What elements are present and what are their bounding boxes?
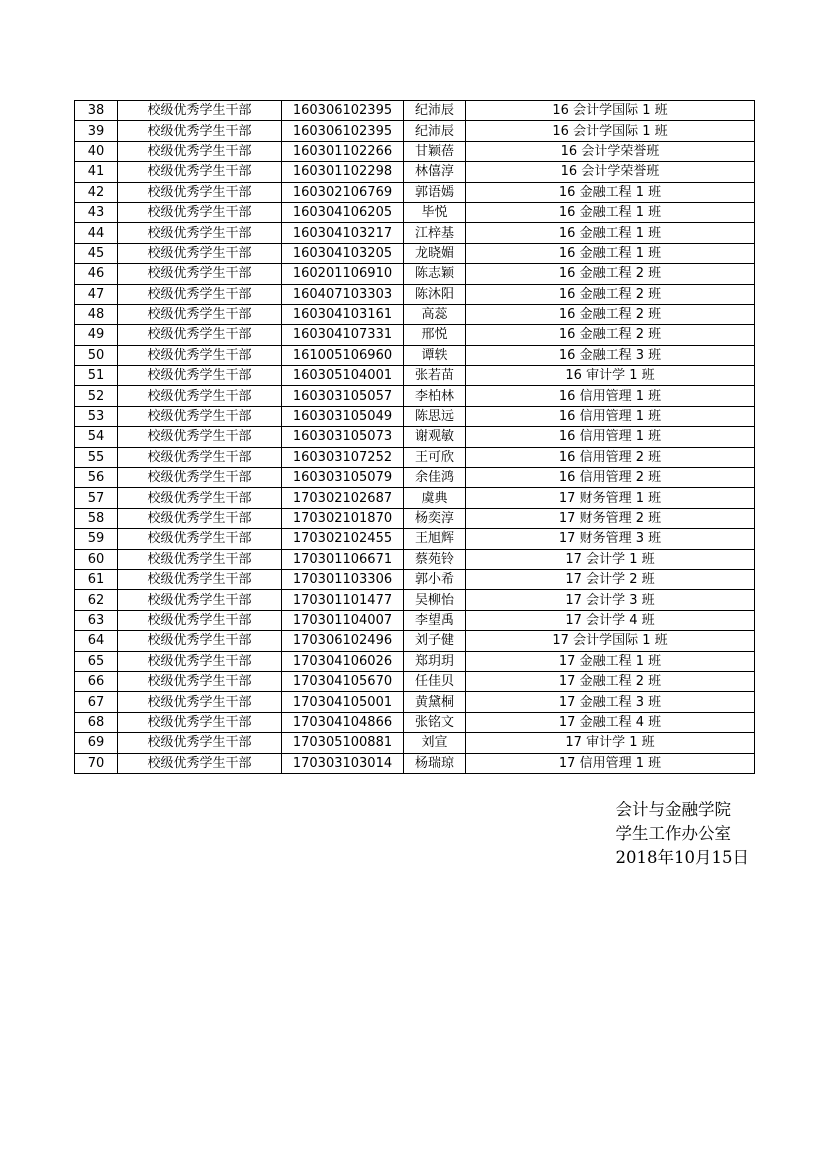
student-name-cell: 邢悦 [404, 325, 466, 345]
award-title-cell: 校级优秀学生干部 [118, 243, 282, 263]
row-number-cell: 59 [75, 529, 118, 549]
award-title-cell: 校级优秀学生干部 [118, 508, 282, 528]
class-name-cell: 17 金融工程 2 班 [466, 671, 755, 691]
award-title-cell: 校级优秀学生干部 [118, 610, 282, 630]
row-number-cell: 60 [75, 549, 118, 569]
class-name-cell: 16 金融工程 1 班 [466, 223, 755, 243]
student-name-cell: 高蕊 [404, 304, 466, 324]
student-name-cell: 林僖淳 [404, 162, 466, 182]
award-title-cell: 校级优秀学生干部 [118, 386, 282, 406]
student-name-cell: 甘颖蓓 [404, 141, 466, 161]
student-id-cell: 160304103205 [282, 243, 404, 263]
row-number-cell: 63 [75, 610, 118, 630]
student-name-cell: 李望禹 [404, 610, 466, 630]
student-name-cell: 蔡苑铃 [404, 549, 466, 569]
student-id-cell: 160303105079 [282, 468, 404, 488]
row-number-cell: 44 [75, 223, 118, 243]
issue-date: 2018年10月15日 [615, 848, 749, 867]
row-number-cell: 55 [75, 447, 118, 467]
student-id-cell: 160304107331 [282, 325, 404, 345]
award-title-cell: 校级优秀学生干部 [118, 468, 282, 488]
student-name-cell: 杨瑞琼 [404, 753, 466, 773]
student-name-cell: 郭小希 [404, 569, 466, 589]
table-row [75, 386, 755, 406]
class-name-cell: 17 金融工程 4 班 [466, 712, 755, 732]
issuing-office: 学生工作办公室 [615, 824, 732, 843]
class-name-cell: 16 会计学荣誉班 [466, 162, 755, 182]
signature-block [616, 798, 749, 870]
table-row [75, 202, 755, 222]
student-name-cell: 龙晓媚 [404, 243, 466, 263]
row-number-cell: 57 [75, 488, 118, 508]
table-row [75, 121, 755, 141]
award-title-cell: 校级优秀学生干部 [118, 692, 282, 712]
class-name-cell: 16 信用管理 1 班 [466, 386, 755, 406]
row-number-cell: 68 [75, 712, 118, 732]
student-id-cell: 160303105073 [282, 427, 404, 447]
row-number-cell: 47 [75, 284, 118, 304]
student-name-cell: 张铭文 [404, 712, 466, 732]
row-number-cell: 61 [75, 569, 118, 589]
class-name-cell: 16 信用管理 1 班 [466, 427, 755, 447]
student-id-cell: 160201106910 [282, 264, 404, 284]
table-row [75, 101, 755, 121]
row-number-cell: 69 [75, 733, 118, 753]
student-id-cell: 160304106205 [282, 202, 404, 222]
class-name-cell: 16 会计学荣誉班 [466, 141, 755, 161]
award-title-cell: 校级优秀学生干部 [118, 406, 282, 426]
student-name-cell: 王旭辉 [404, 529, 466, 549]
table-row [75, 325, 755, 345]
student-name-cell: 李柏林 [404, 386, 466, 406]
class-name-cell: 17 信用管理 1 班 [466, 753, 755, 773]
table-row [75, 223, 755, 243]
student-id-cell: 170304106026 [282, 651, 404, 671]
student-id-cell: 160301102266 [282, 141, 404, 161]
student-id-cell: 160303105049 [282, 406, 404, 426]
award-title-cell: 校级优秀学生干部 [118, 447, 282, 467]
table-row [75, 447, 755, 467]
table-row [75, 284, 755, 304]
table-row [75, 427, 755, 447]
table-row [75, 631, 755, 651]
award-title-cell: 校级优秀学生干部 [118, 753, 282, 773]
award-title-cell: 校级优秀学生干部 [118, 733, 282, 753]
class-name-cell: 16 审计学 1 班 [466, 366, 755, 386]
student-id-cell: 160301102298 [282, 162, 404, 182]
row-number-cell: 40 [75, 141, 118, 161]
row-number-cell: 49 [75, 325, 118, 345]
award-title-cell: 校级优秀学生干部 [118, 162, 282, 182]
student-name-cell: 任佳贝 [404, 671, 466, 691]
table-row [75, 549, 755, 569]
table-row [75, 692, 755, 712]
student-id-cell: 160304103217 [282, 223, 404, 243]
student-id-cell: 160303105057 [282, 386, 404, 406]
table-row [75, 508, 755, 528]
student-name-cell: 纪沛辰 [404, 101, 466, 121]
student-id-cell: 170301103306 [282, 569, 404, 589]
row-number-cell: 39 [75, 121, 118, 141]
class-name-cell: 16 金融工程 3 班 [466, 345, 755, 365]
class-name-cell: 16 信用管理 2 班 [466, 447, 755, 467]
table-row [75, 529, 755, 549]
class-name-cell: 16 信用管理 2 班 [466, 468, 755, 488]
student-name-cell: 谭轶 [404, 345, 466, 365]
table-row [75, 569, 755, 589]
student-id-cell: 160304103161 [282, 304, 404, 324]
row-number-cell: 52 [75, 386, 118, 406]
table-row [75, 406, 755, 426]
student-id-cell: 160306102395 [282, 121, 404, 141]
table-body [75, 101, 755, 774]
award-title-cell: 校级优秀学生干部 [118, 264, 282, 284]
class-name-cell: 16 金融工程 2 班 [466, 325, 755, 345]
student-id-cell: 170302102687 [282, 488, 404, 508]
student-id-cell: 170302102455 [282, 529, 404, 549]
student-name-cell: 虞典 [404, 488, 466, 508]
table-row [75, 610, 755, 630]
row-number-cell: 54 [75, 427, 118, 447]
table-row [75, 182, 755, 202]
student-name-cell: 江梓基 [404, 223, 466, 243]
table-row [75, 671, 755, 691]
class-name-cell: 17 财务管理 3 班 [466, 529, 755, 549]
award-list-table [74, 100, 755, 774]
row-number-cell: 67 [75, 692, 118, 712]
student-id-cell: 170304105670 [282, 671, 404, 691]
row-number-cell: 66 [75, 671, 118, 691]
student-name-cell: 吴柳怡 [404, 590, 466, 610]
row-number-cell: 53 [75, 406, 118, 426]
student-name-cell: 余佳鸿 [404, 468, 466, 488]
class-name-cell: 16 会计学国际 1 班 [466, 101, 755, 121]
table-row [75, 243, 755, 263]
student-name-cell: 张若苗 [404, 366, 466, 386]
student-id-cell: 170301106671 [282, 549, 404, 569]
student-name-cell: 纪沛辰 [404, 121, 466, 141]
student-name-cell: 刘子健 [404, 631, 466, 651]
student-name-cell: 刘宣 [404, 733, 466, 753]
row-number-cell: 65 [75, 651, 118, 671]
row-number-cell: 43 [75, 202, 118, 222]
table-row [75, 590, 755, 610]
award-title-cell: 校级优秀学生干部 [118, 569, 282, 589]
award-title-cell: 校级优秀学生干部 [118, 202, 282, 222]
issuing-college: 会计与金融学院 [615, 800, 732, 819]
award-title-cell: 校级优秀学生干部 [118, 671, 282, 691]
award-title-cell: 校级优秀学生干部 [118, 325, 282, 345]
row-number-cell: 45 [75, 243, 118, 263]
class-name-cell: 17 金融工程 3 班 [466, 692, 755, 712]
award-title-cell: 校级优秀学生干部 [118, 101, 282, 121]
award-title-cell: 校级优秀学生干部 [118, 182, 282, 202]
row-number-cell: 70 [75, 753, 118, 773]
table-row [75, 345, 755, 365]
student-id-cell: 170303103014 [282, 753, 404, 773]
table-row [75, 488, 755, 508]
student-id-cell: 160306102395 [282, 101, 404, 121]
award-title-cell: 校级优秀学生干部 [118, 549, 282, 569]
row-number-cell: 46 [75, 264, 118, 284]
student-id-cell: 170302101870 [282, 508, 404, 528]
table-row [75, 141, 755, 161]
row-number-cell: 41 [75, 162, 118, 182]
row-number-cell: 56 [75, 468, 118, 488]
award-title-cell: 校级优秀学生干部 [118, 223, 282, 243]
row-number-cell: 38 [75, 101, 118, 121]
student-id-cell: 170301104007 [282, 610, 404, 630]
table-row [75, 264, 755, 284]
class-name-cell: 17 财务管理 1 班 [466, 488, 755, 508]
table-row [75, 304, 755, 324]
student-id-cell: 160303107252 [282, 447, 404, 467]
class-name-cell: 16 金融工程 2 班 [466, 284, 755, 304]
class-name-cell: 16 金融工程 1 班 [466, 202, 755, 222]
student-id-cell: 170304104866 [282, 712, 404, 732]
award-title-cell: 校级优秀学生干部 [118, 631, 282, 651]
row-number-cell: 50 [75, 345, 118, 365]
student-id-cell: 170304105001 [282, 692, 404, 712]
award-title-cell: 校级优秀学生干部 [118, 427, 282, 447]
table-row [75, 468, 755, 488]
table-row [75, 651, 755, 671]
award-title-cell: 校级优秀学生干部 [118, 304, 282, 324]
student-name-cell: 陈沐阳 [404, 284, 466, 304]
table-row [75, 162, 755, 182]
student-name-cell: 王可欣 [404, 447, 466, 467]
class-name-cell: 16 金融工程 1 班 [466, 243, 755, 263]
class-name-cell: 17 会计学 1 班 [466, 549, 755, 569]
award-title-cell: 校级优秀学生干部 [118, 121, 282, 141]
table-row [75, 712, 755, 732]
row-number-cell: 42 [75, 182, 118, 202]
class-name-cell: 16 金融工程 2 班 [466, 304, 755, 324]
award-title-cell: 校级优秀学生干部 [118, 141, 282, 161]
student-name-cell: 杨奕淳 [404, 508, 466, 528]
student-name-cell: 黄黛桐 [404, 692, 466, 712]
award-title-cell: 校级优秀学生干部 [118, 529, 282, 549]
class-name-cell: 16 金融工程 2 班 [466, 264, 755, 284]
class-name-cell: 17 会计学 4 班 [466, 610, 755, 630]
award-title-cell: 校级优秀学生干部 [118, 488, 282, 508]
student-id-cell: 161005106960 [282, 345, 404, 365]
class-name-cell: 17 会计学国际 1 班 [466, 631, 755, 651]
student-name-cell: 郭语嫣 [404, 182, 466, 202]
student-id-cell: 160305104001 [282, 366, 404, 386]
table-row [75, 753, 755, 773]
award-title-cell: 校级优秀学生干部 [118, 366, 282, 386]
student-id-cell: 160302106769 [282, 182, 404, 202]
class-name-cell: 17 会计学 2 班 [466, 569, 755, 589]
student-id-cell: 170301101477 [282, 590, 404, 610]
table-row [75, 733, 755, 753]
class-name-cell: 17 金融工程 1 班 [466, 651, 755, 671]
row-number-cell: 58 [75, 508, 118, 528]
award-title-cell: 校级优秀学生干部 [118, 284, 282, 304]
award-title-cell: 校级优秀学生干部 [118, 345, 282, 365]
class-name-cell: 17 会计学 3 班 [466, 590, 755, 610]
table-row [75, 366, 755, 386]
class-name-cell: 17 审计学 1 班 [466, 733, 755, 753]
class-name-cell: 17 财务管理 2 班 [466, 508, 755, 528]
student-name-cell: 郑玥玥 [404, 651, 466, 671]
student-id-cell: 170306102496 [282, 631, 404, 651]
row-number-cell: 62 [75, 590, 118, 610]
student-name-cell: 谢观敏 [404, 427, 466, 447]
student-name-cell: 毕悦 [404, 202, 466, 222]
class-name-cell: 16 金融工程 1 班 [466, 182, 755, 202]
student-name-cell: 陈志颖 [404, 264, 466, 284]
row-number-cell: 64 [75, 631, 118, 651]
student-name-cell: 陈思远 [404, 406, 466, 426]
award-title-cell: 校级优秀学生干部 [118, 712, 282, 732]
class-name-cell: 16 会计学国际 1 班 [466, 121, 755, 141]
student-id-cell: 160407103303 [282, 284, 404, 304]
row-number-cell: 48 [75, 304, 118, 324]
row-number-cell: 51 [75, 366, 118, 386]
award-title-cell: 校级优秀学生干部 [118, 651, 282, 671]
student-id-cell: 170305100881 [282, 733, 404, 753]
award-title-cell: 校级优秀学生干部 [118, 590, 282, 610]
class-name-cell: 16 信用管理 1 班 [466, 406, 755, 426]
